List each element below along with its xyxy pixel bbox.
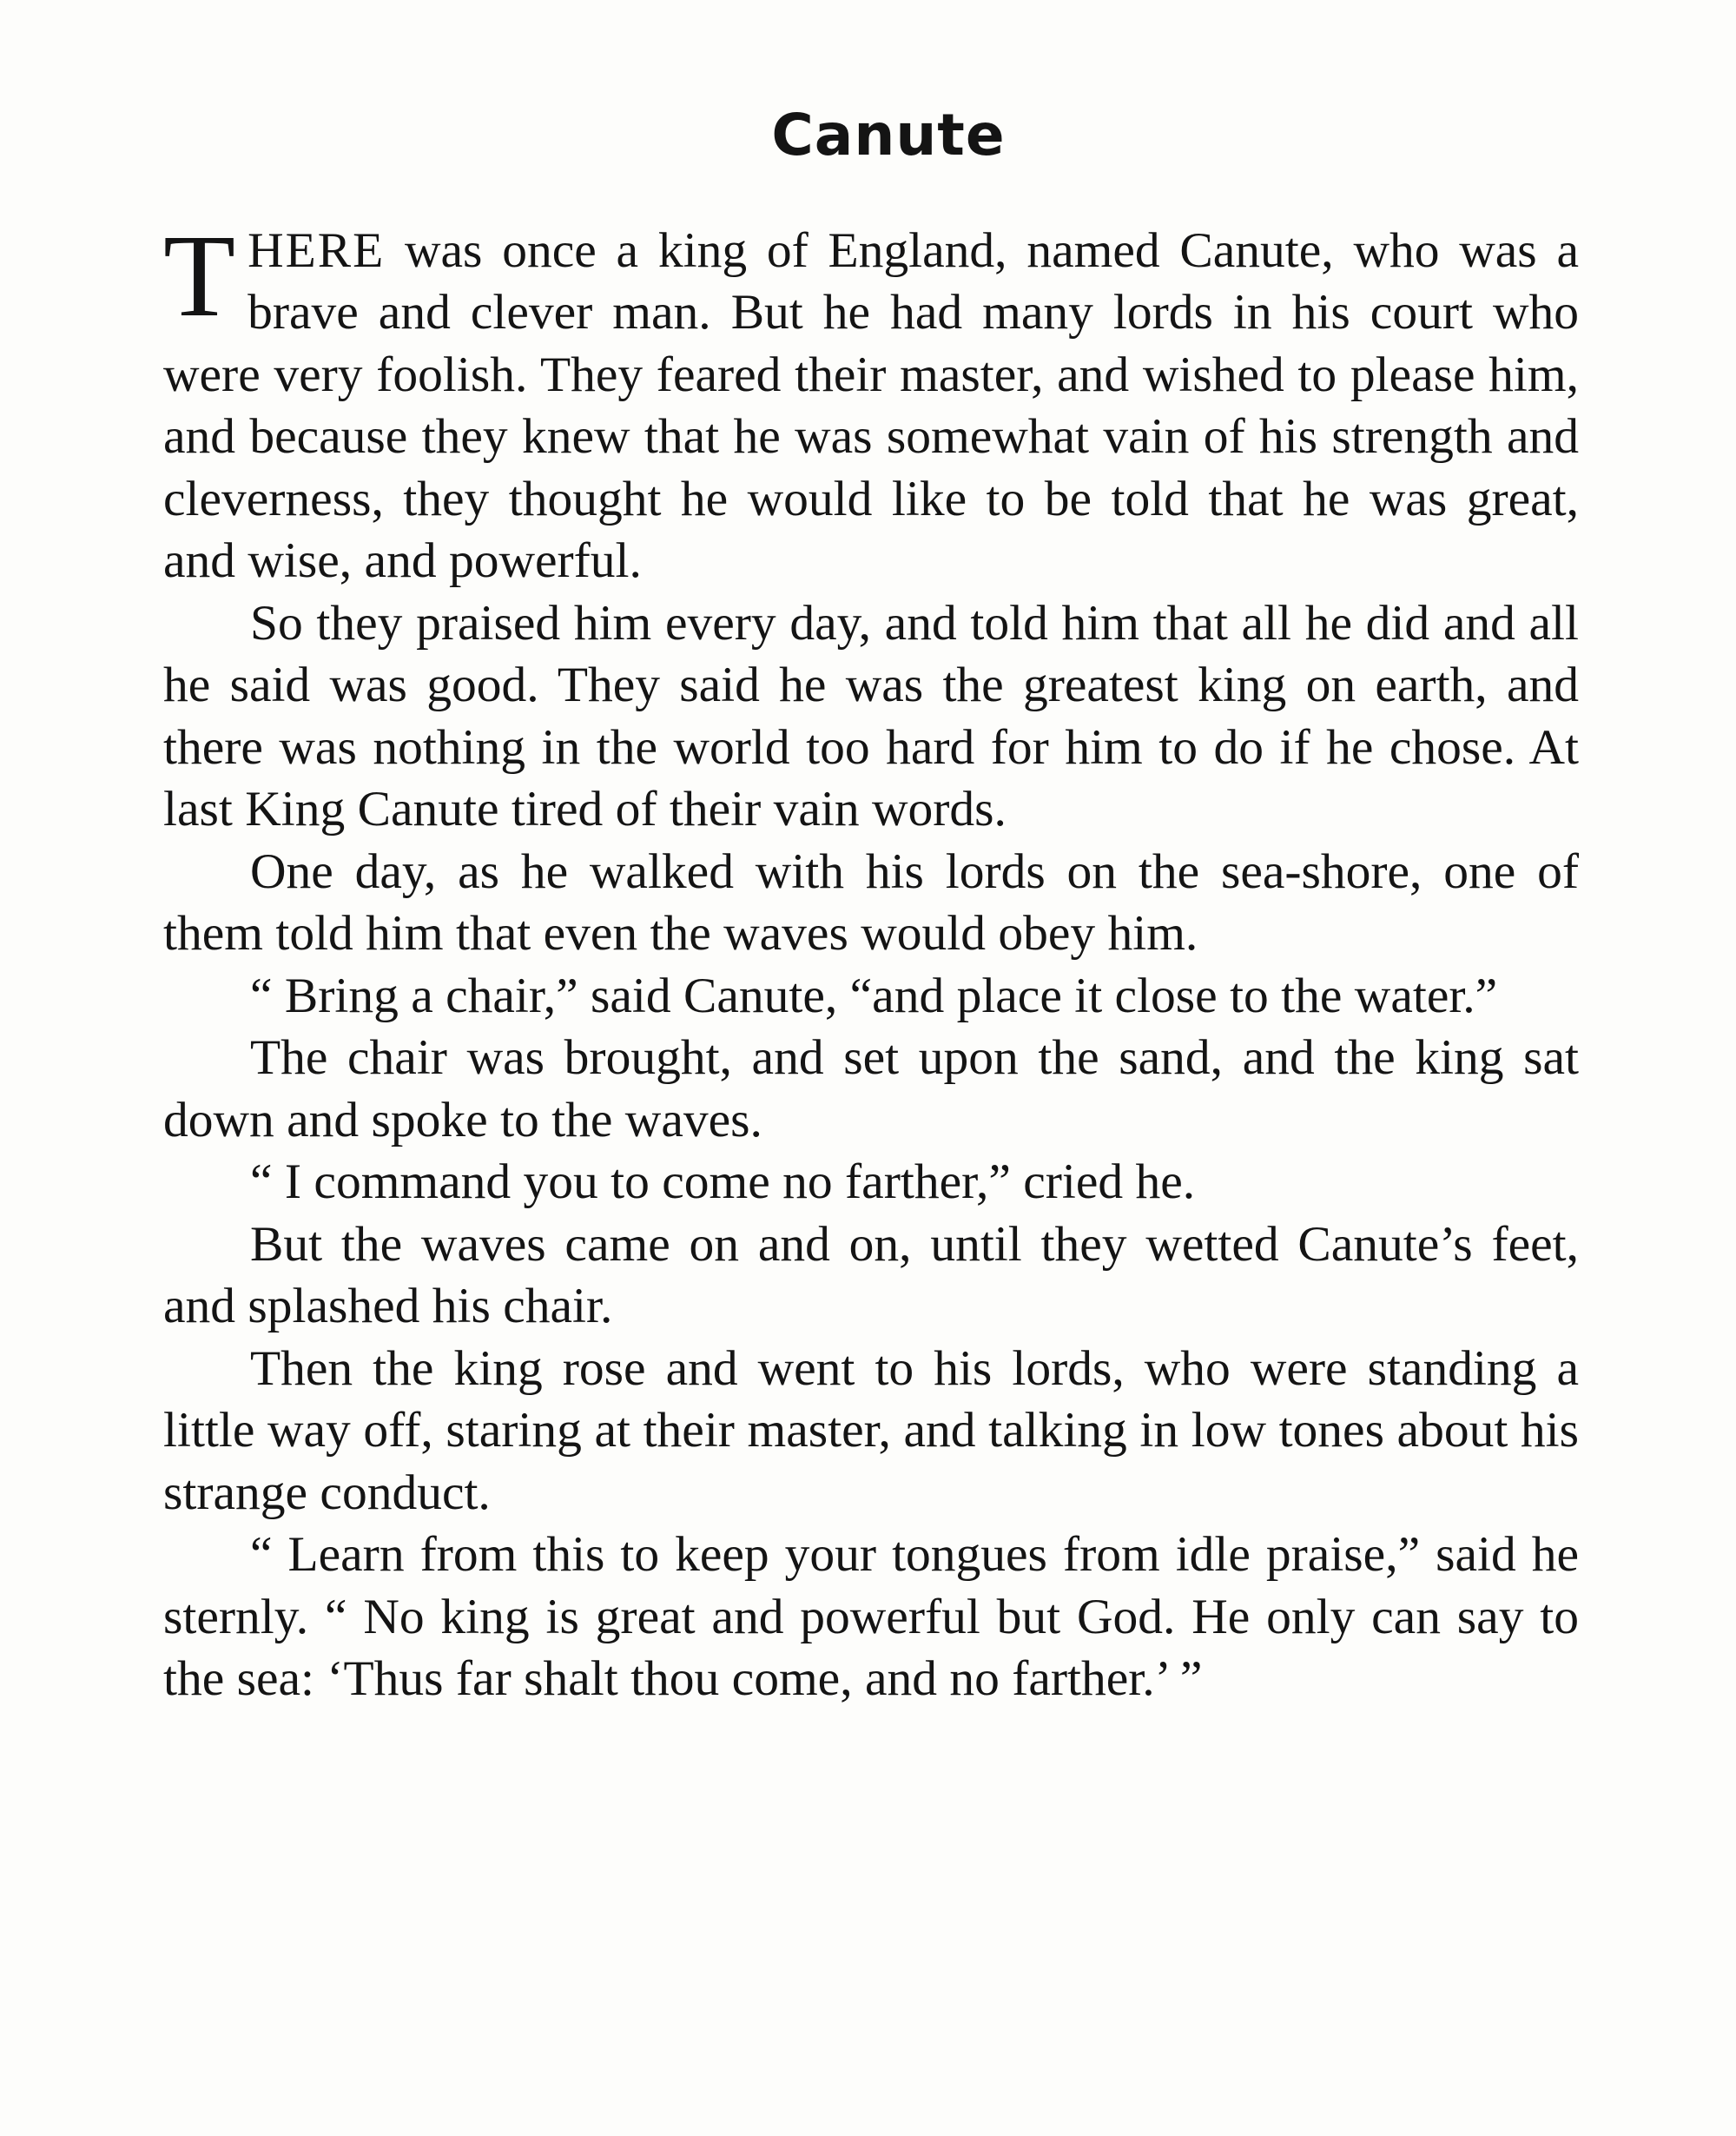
paragraph-5: The chair was brought, and set upon the sand, and the king sat down and spoke to the waves. bbox=[163, 1030, 1579, 1147]
paragraph-1 bbox=[163, 210, 1579, 592]
story-text bbox=[163, 210, 1579, 1710]
paragraph-7: But the waves came on and on, until they wetted Canute’s feet, and splashed his chair. bbox=[163, 1216, 1579, 1334]
paragraph-6: “ I command you to come no farther,” cried he. bbox=[250, 1154, 1196, 1210]
book-page bbox=[163, 104, 1579, 1710]
paragraph-3: One day, as he walked with his lords on the sea-shore, one of them told him that even the waves would obey him. bbox=[163, 843, 1579, 962]
paragraph-9: “ Learn from this to keep your tongues from idle praise,” said he sternly. “ No king is great and powerful but God. He only can say to the sea: ‘Thus far shalt thou come, and no farther.’ ” bbox=[163, 1527, 1579, 1707]
paragraph-1-text: was once a king of England, named Canute, who was a brave and clever man. But he had many lords in his court who were very foolish. They feared their master, and wished to please him, and because they knew that he was somewhat vain of his strength and cleverness, they thought he would like to be told that he was great, and wise, and powerful. bbox=[163, 222, 1579, 589]
paragraph-4: “ Bring a chair,” said Canute, “and place it close to the water.” bbox=[250, 968, 1498, 1023]
drop-cap: T bbox=[163, 210, 236, 341]
paragraph-8: Then the king rose and went to his lords, who were standing a little way off, staring at their master, and talking in low tones about his strange conduct. bbox=[163, 1340, 1579, 1520]
page-title: Canute bbox=[771, 102, 1006, 169]
first-word-rest: HERE bbox=[248, 222, 386, 278]
paragraph-2: So they praised him every day, and told him that all he did and all he said was good. They said he was the greatest king on earth, and there was nothing in the world too hard for him to do if he chose. At last King Canute tired of their vain words. bbox=[163, 595, 1579, 837]
